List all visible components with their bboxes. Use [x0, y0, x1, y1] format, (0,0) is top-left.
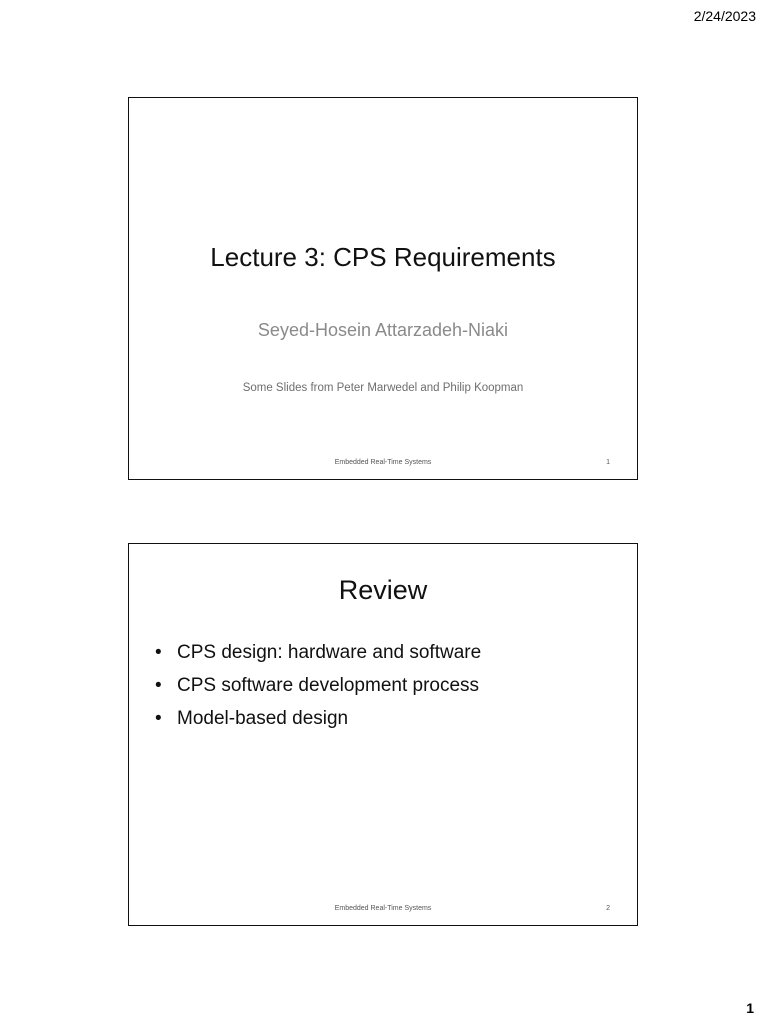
- slide-number: 2: [606, 905, 610, 912]
- page-number: 1: [746, 1000, 754, 1016]
- bullet-list: [155, 636, 617, 735]
- bullet-item: [155, 702, 617, 735]
- slide-2: [128, 543, 638, 926]
- bullet-icon: •: [155, 708, 162, 729]
- print-date: 2/24/2023: [693, 8, 756, 24]
- slide-footer: Embedded Real-Time Systems: [334, 459, 432, 466]
- bullet-text: CPS software development process: [177, 675, 480, 696]
- slide-title: Review: [338, 575, 428, 605]
- slide-footer: Embedded Real-Time Systems: [334, 905, 432, 912]
- slide-number: 1: [606, 459, 610, 466]
- slide-title: Lecture 3: CPS Requirements: [210, 242, 556, 272]
- bullet-icon: •: [155, 675, 162, 696]
- bullet-item: [155, 636, 617, 669]
- bullet-item: [155, 669, 617, 702]
- bullet-text: CPS design: hardware and software: [177, 642, 482, 663]
- slide-1: [128, 97, 638, 480]
- slide-credit: Some Slides from Peter Marwedel and Philip Koopman: [242, 382, 524, 394]
- bullet-text: Model-based design: [177, 708, 349, 729]
- bullet-icon: •: [155, 642, 162, 663]
- slide-author: Seyed-Hosein Attarzadeh-Niaki: [257, 320, 509, 340]
